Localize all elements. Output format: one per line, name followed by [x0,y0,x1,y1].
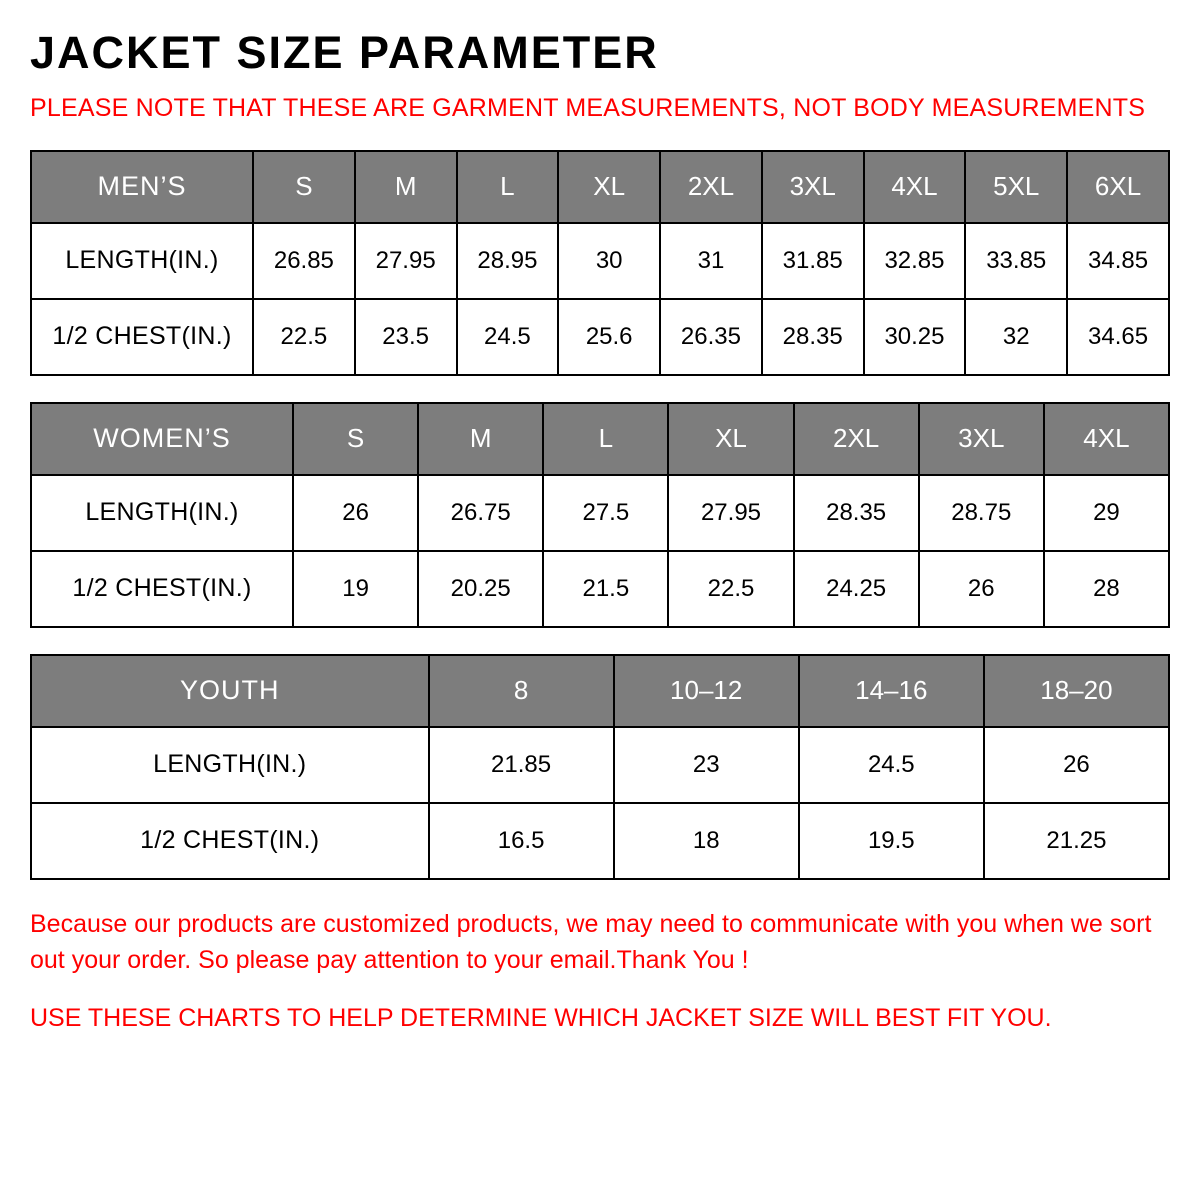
header-cell-size: 8 [429,655,614,727]
table-cell: 24.25 [794,551,919,627]
table-cell: 30 [558,223,660,299]
header-cell-size: 18–20 [984,655,1169,727]
table-cell: 26.35 [660,299,762,375]
header-cell-size: 6XL [1067,151,1169,223]
header-cell-category: WOMEN’S [31,403,293,475]
row-label: 1/2 CHEST(IN.) [31,551,293,627]
header-cell-size: 4XL [864,151,966,223]
row-label: 1/2 CHEST(IN.) [31,803,429,879]
table-cell: 19.5 [799,803,984,879]
header-cell-size: 14–16 [799,655,984,727]
row-label: LENGTH(IN.) [31,727,429,803]
table-cell: 26.85 [253,223,355,299]
footer-note-charts: USE THESE CHARTS TO HELP DETERMINE WHICH JACKET SIZE WILL BEST FIT YOU. [30,1004,1052,1032]
header-cell-size: 3XL [919,403,1044,475]
header-cell-size: 10–12 [614,655,799,727]
table-cell: 28.35 [794,475,919,551]
footer-note-customized: Because our products are customized products, we may need to communicate with you when we sort out your order. So please pay attention to your email.Thank You ! [30,909,1152,974]
table-cell: 16.5 [429,803,614,879]
header-cell-size: 2XL [794,403,919,475]
table-cell: 27.95 [668,475,793,551]
header-cell-category: MEN’S [31,151,253,223]
table-cell: 28.95 [457,223,559,299]
table-row [31,551,1169,627]
header-cell-size: XL [558,151,660,223]
header-cell-size: M [418,403,543,475]
table-cell: 31.85 [762,223,864,299]
measurement-note: PLEASE NOTE THAT THESE ARE GARMENT MEASUREMENTS, NOT BODY MEASUREMENTS [30,93,1146,122]
header-cell-size: XL [668,403,793,475]
header-cell-size: S [253,151,355,223]
row-label: LENGTH(IN.) [31,475,293,551]
table-cell: 26 [293,475,418,551]
table-cell: 30.25 [864,299,966,375]
table-cell: 26.75 [418,475,543,551]
table-cell: 21.85 [429,727,614,803]
table-cell: 27.5 [543,475,668,551]
table-cell: 20.25 [418,551,543,627]
table-cell: 19 [293,551,418,627]
table-header-row [31,655,1169,727]
header-cell-size: 5XL [965,151,1067,223]
table-cell: 28.75 [919,475,1044,551]
table-cell: 18 [614,803,799,879]
table-cell: 26 [919,551,1044,627]
mens-size-table [30,150,1170,376]
table-cell: 23 [614,727,799,803]
table-cell: 26 [984,727,1169,803]
table-cell: 32.85 [864,223,966,299]
header-cell-size: 2XL [660,151,762,223]
table-cell: 22.5 [668,551,793,627]
table-cell: 24.5 [457,299,559,375]
table-cell: 24.5 [799,727,984,803]
womens-size-table [30,402,1170,628]
header-cell-size: S [293,403,418,475]
table-cell: 32 [965,299,1067,375]
table-row [31,475,1169,551]
table-cell: 34.65 [1067,299,1169,375]
table-cell: 33.85 [965,223,1067,299]
table-cell: 21.5 [543,551,668,627]
table-row [31,299,1169,375]
table-cell: 22.5 [253,299,355,375]
table-cell: 25.6 [558,299,660,375]
table-cell: 23.5 [355,299,457,375]
table-cell: 27.95 [355,223,457,299]
table-cell: 28 [1044,551,1169,627]
header-cell-size: M [355,151,457,223]
table-cell: 31 [660,223,762,299]
header-cell-size: L [543,403,668,475]
row-label: LENGTH(IN.) [31,223,253,299]
table-row [31,727,1169,803]
table-header-row [31,151,1169,223]
table-cell: 28.35 [762,299,864,375]
header-cell-category: YOUTH [31,655,429,727]
header-cell-size: 4XL [1044,403,1169,475]
table-header-row [31,403,1169,475]
header-cell-size: 3XL [762,151,864,223]
row-label: 1/2 CHEST(IN.) [31,299,253,375]
table-row [31,803,1169,879]
table-cell: 29 [1044,475,1169,551]
table-row [31,223,1169,299]
youth-size-table [30,654,1170,880]
table-cell: 34.85 [1067,223,1169,299]
header-cell-size: L [457,151,559,223]
page-title: JACKET SIZE PARAMETER [30,27,659,78]
table-cell: 21.25 [984,803,1169,879]
